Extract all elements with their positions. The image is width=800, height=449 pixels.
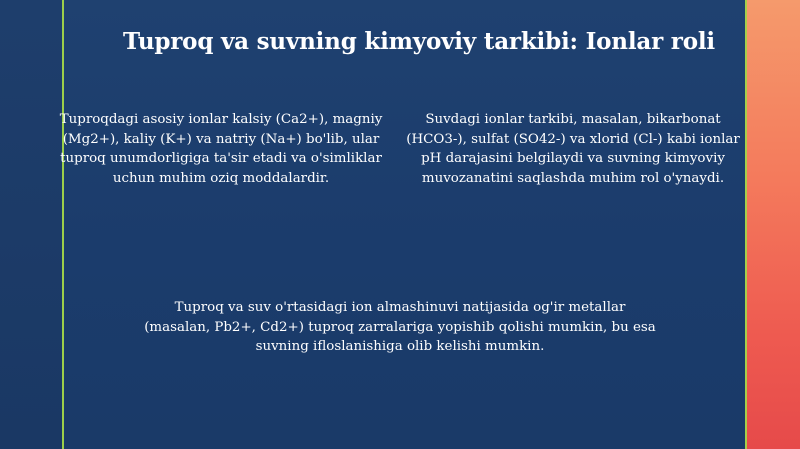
- paragraph-water-ions: Suvdagi ionlar tarkibi, masalan, bikarbonat (HCO3-), sulfat (SO42-) va xlorid (Cl-) kabi ionlar pH darajasini belgilaydi va suvning kimyoviy muvozanatini saqlashda muhim rol o'ynaydi.: [406, 112, 740, 186]
- left-accent-line: [62, 0, 64, 449]
- paragraph-ion-exchange: Tuproq va suv o'rtasidagi ion almashinuvi natijasida og'ir metallar (masalan, Pb2+, Cd2+) tuproq zarralariga yopishib qolishi mumkin, bu esa suvning ifloslanishiga olib kelishi mumkin.: [144, 300, 656, 354]
- right-decor-panel: [747, 0, 800, 449]
- paragraph-soil-ions: Tuproqdagi asosiy ionlar kalsiy (Ca2+), magniy (Mg2+), kaliy (K+) va natriy (Na+) bo'lib, ular tuproq unumdorligiga ta'sir etadi va o'simliklar uchun muhim oziq moddalardir.: [59, 112, 383, 186]
- slide-title: Tuproq va suvning kimyoviy tarkibi: Ionlar roli: [123, 28, 715, 55]
- left-decor-band: [0, 0, 62, 449]
